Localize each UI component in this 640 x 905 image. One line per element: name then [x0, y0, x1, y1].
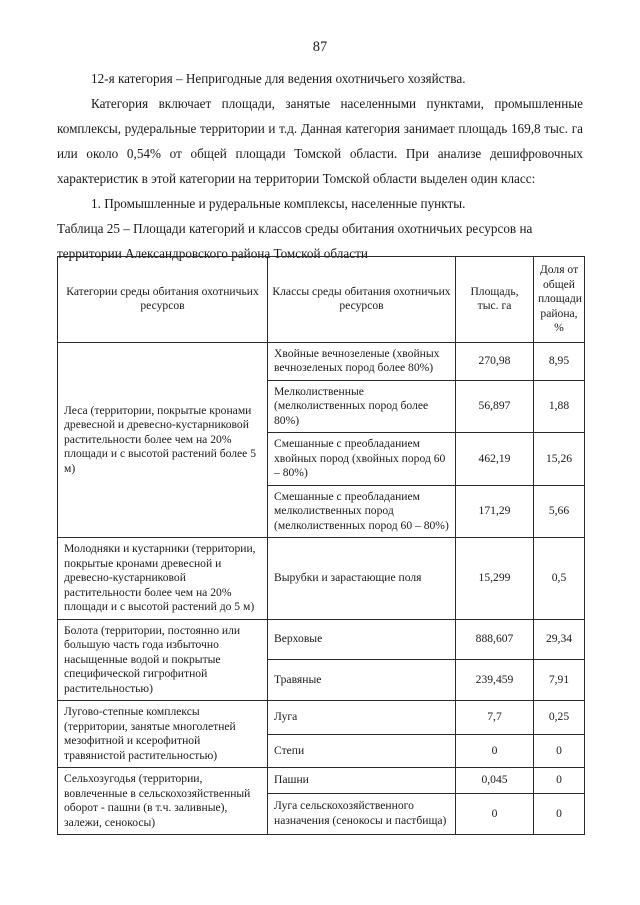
share-cell: 29,34 — [534, 619, 585, 660]
table-row — [58, 538, 585, 620]
share-cell: 0 — [534, 768, 585, 794]
area-cell: 462,19 — [456, 433, 534, 486]
class-cell: Пашни — [268, 768, 456, 794]
area-cell: 56,897 — [456, 380, 534, 433]
category-cell-young-growth: Молодняки и кустарники (территории, покрытые кронами древесной и древесно-кустарниковой растительности более чем на 20% площади и с высотой растений до 5 м) — [58, 538, 268, 620]
class-cell: Мелколиственные (мелколиственных пород более 80%) — [268, 380, 456, 433]
area-cell: 0 — [456, 734, 534, 768]
share-cell: 5,66 — [534, 485, 585, 538]
share-cell: 0,25 — [534, 701, 585, 735]
table-row — [58, 768, 585, 794]
class-cell: Степи — [268, 734, 456, 768]
area-cell: 15,299 — [456, 538, 534, 620]
class-cell: Вырубки и зарастающие поля — [268, 538, 456, 620]
column-header-share: Доля от общей площади района, % — [534, 257, 585, 343]
page-number: 87 — [312, 39, 328, 55]
share-cell: 1,88 — [534, 380, 585, 433]
class-cell: Верховые — [268, 619, 456, 660]
area-cell: 0,045 — [456, 768, 534, 794]
class-cell: Луга — [268, 701, 456, 735]
category-cell-swamps: Болота (территории, постоянно или большую часть года избыточно насыщенные водой и покрытые специфической гигрофитной растительностью) — [58, 619, 268, 701]
area-cell: 7,7 — [456, 701, 534, 735]
body-text-block — [57, 66, 583, 216]
table-body — [58, 342, 585, 835]
share-cell: 0 — [534, 734, 585, 768]
class-cell: Смешанные с преобладанием мелколиственных пород (мелколиственных пород 60 – 80%) — [268, 485, 456, 538]
share-cell: 7,91 — [534, 660, 585, 701]
share-cell: 0 — [534, 793, 585, 834]
share-cell: 15,26 — [534, 433, 585, 486]
class-cell: Травяные — [268, 660, 456, 701]
paragraph-category-12: 12-я категория – Непригодные для ведения охотничьего хозяйства. — [91, 71, 466, 86]
category-cell-farmland: Сельхозугодья (территории, вовлеченные в сельскохозяйственный оборот - пашни (в т.ч. заливные), залежи, сенокосы) — [58, 768, 268, 835]
area-cell: 171,29 — [456, 485, 534, 538]
class-cell: Смешанные с преобладанием хвойных пород (хвойных пород 60 – 80%) — [268, 433, 456, 486]
paragraph-class-list-item: 1. Промышленные и рудеральные комплексы, населенные пункты. — [91, 196, 466, 211]
area-cell: 239,459 — [456, 660, 534, 701]
table-row — [58, 619, 585, 660]
table-header-row — [58, 257, 585, 343]
class-cell: Луга сельскохозяйственного назначения (сенокосы и пастбища) — [268, 793, 456, 834]
column-header-categories: Категории среды обитания охотничьих ресурсов — [58, 257, 268, 343]
table-caption: Таблица 25 – Площади категорий и классов среды обитания охотничьих ресурсов на территории Александровского района Томской области — [57, 221, 533, 261]
area-cell: 270,98 — [456, 342, 534, 380]
share-cell: 0,5 — [534, 538, 585, 620]
area-cell: 0 — [456, 793, 534, 834]
category-cell-meadow-steppe: Лугово-степные комплексы (территории, занятые многолетней мезофитной и ксерофитной травянистой растительностью) — [58, 701, 268, 768]
habitat-areas-table — [57, 256, 585, 835]
table-row — [58, 342, 585, 380]
column-header-area: Площадь, тыс. га — [456, 257, 534, 343]
table-row — [58, 701, 585, 735]
area-cell: 888,607 — [456, 619, 534, 660]
share-cell: 8,95 — [534, 342, 585, 380]
class-cell: Хвойные вечнозеленые (хвойных вечнозеленых пород более 80%) — [268, 342, 456, 380]
column-header-classes: Классы среды обитания охотничьих ресурсов — [268, 257, 456, 343]
category-cell-forests: Леса (территории, покрытые кронами древесной и древесно-кустарниковой растительности более чем на 20% площади и с высотой растений более 5 м) — [58, 342, 268, 538]
paragraph-category-description: Категория включает площади, занятые населенными пунктами, промышленные комплексы, рудеральные территории и т.д. Данная категория занимает площадь 169,8 тыс. га или около 0,54% от общей площади Томской области. При анализе дешифровочных характеристик в этой категории на территории Томской области выделен один класс: — [57, 96, 583, 186]
table-header — [58, 257, 585, 343]
